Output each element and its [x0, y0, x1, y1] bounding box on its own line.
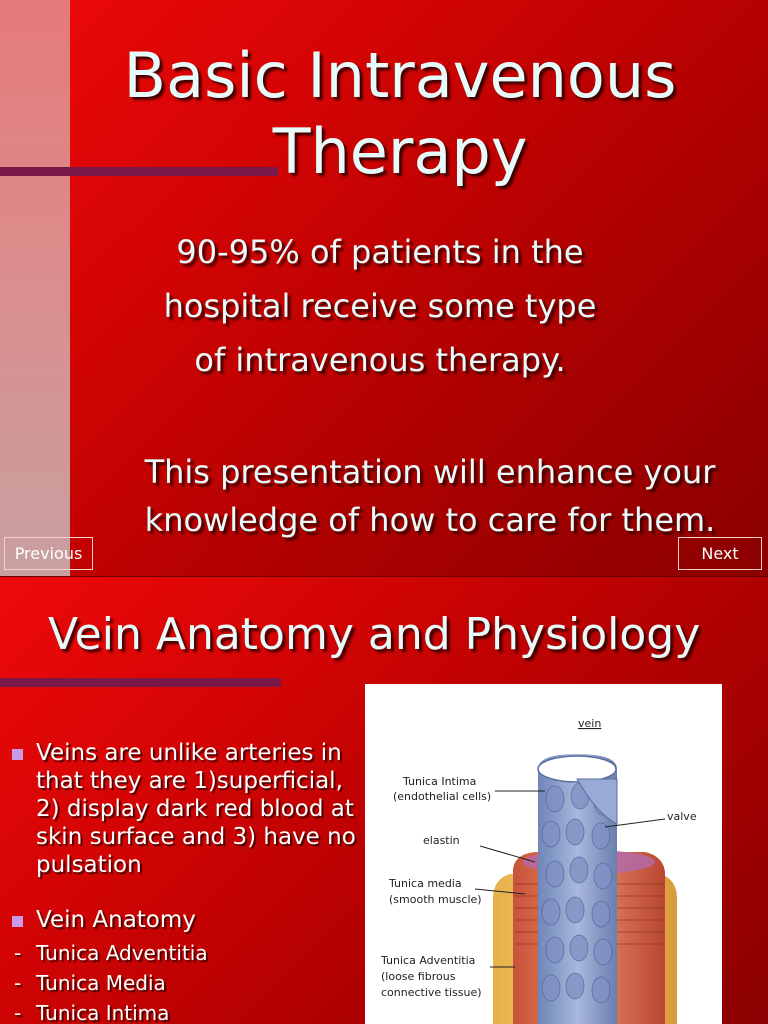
- dash: -: [14, 941, 22, 965]
- previous-button[interactable]: Previous: [4, 537, 93, 570]
- dash: -: [14, 971, 22, 995]
- bullet-line: Vein Anatomy: [36, 907, 196, 933]
- label-intima: Tunica Intima: [403, 775, 477, 788]
- vein-diagram: [365, 684, 722, 1024]
- label-adventitia-detail: (loose fibrous: [381, 970, 456, 983]
- dash: -: [14, 1001, 22, 1024]
- slide-title: Vein Anatomy and Physiology: [48, 609, 701, 660]
- label-intima-detail: (endothelial cells): [393, 790, 492, 803]
- label-elastin: elastin: [423, 834, 460, 847]
- title-line: Basic Intravenous: [123, 39, 677, 112]
- accent-bar: [0, 678, 281, 687]
- label-valve: valve: [667, 810, 697, 823]
- slide-title: [70, 38, 730, 190]
- bullet-line: pulsation: [36, 852, 142, 878]
- label-media-detail: (smooth muscle): [389, 893, 482, 906]
- paragraph-line: hospital receive some type: [163, 287, 597, 325]
- label-media: Tunica media: [389, 877, 462, 890]
- sub-item: [10, 938, 360, 968]
- sub-item-label: Tunica Intima: [36, 1001, 170, 1024]
- square-bullet-icon: [12, 916, 23, 927]
- left-stripe: [0, 0, 70, 576]
- bullet-veins-vs-arteries: [10, 739, 360, 879]
- bullet-line: skin surface and 3) have no: [36, 824, 356, 850]
- sub-item-label: Tunica Media: [36, 971, 166, 995]
- bullet-line: Veins are unlike arteries in: [36, 740, 342, 766]
- statistic-paragraph: [120, 225, 640, 387]
- paragraph-line: of intravenous therapy.: [194, 341, 566, 379]
- diagram-title: vein: [578, 717, 602, 730]
- purpose-paragraph: [95, 448, 765, 544]
- bullet-line: that they are 1)superficial,: [36, 768, 343, 794]
- sub-item-label: Tunica Adventitia: [36, 941, 208, 965]
- vein-illustration: [365, 684, 722, 1024]
- bullet-list: [10, 739, 360, 1024]
- sub-item: [10, 968, 360, 998]
- slide-vein-anatomy: [0, 577, 768, 1024]
- bullet-vein-anatomy: [10, 906, 360, 934]
- bullet-line: 2) display dark red blood at: [36, 796, 354, 822]
- square-bullet-icon: [12, 749, 23, 760]
- paragraph-line: 90-95% of patients in the: [176, 233, 584, 271]
- title-line: Therapy: [272, 115, 528, 188]
- next-button[interactable]: Next: [678, 537, 762, 570]
- paragraph-line: This presentation will enhance your: [144, 453, 716, 491]
- sub-item: [10, 998, 360, 1024]
- vein-lumen: [538, 756, 616, 782]
- paragraph-line: knowledge of how to care for them.: [144, 501, 716, 539]
- label-adventitia-detail: connective tissue): [381, 986, 482, 999]
- label-adventitia: Tunica Adventitia: [381, 954, 476, 967]
